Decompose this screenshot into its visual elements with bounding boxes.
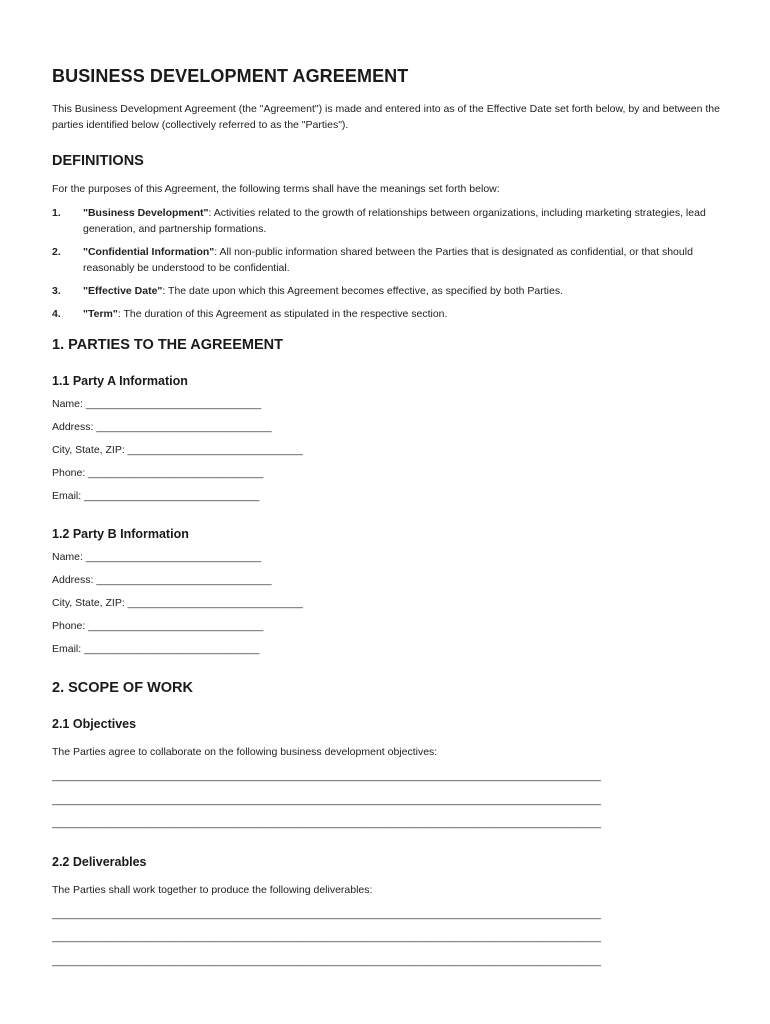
- definition-number: 1.: [52, 207, 61, 219]
- definition-text: : The date upon which this Agreement becomes effective, as specified by both Parties.: [162, 285, 564, 297]
- definition-term: "Confidential Information": [83, 246, 215, 258]
- party-b-email-field[interactable]: Email: ______________________________: [52, 643, 260, 655]
- party-a-fields: [52, 396, 770, 511]
- objectives-blank-line[interactable]: ______________________________________________________________________________________________: [52, 770, 601, 782]
- definition-term: "Term": [83, 308, 118, 320]
- definition-item: [52, 244, 722, 276]
- definition-text: : Activities related to the growth of relationships between organizations, including marketing strategies, lead generation, and partnership formations.: [83, 207, 706, 235]
- party-a-email-field[interactable]: Email: ______________________________: [52, 490, 260, 502]
- definition-item: [52, 306, 722, 322]
- definition-term: "Effective Date": [83, 285, 163, 297]
- deliverables-lines: [52, 906, 770, 977]
- intro-paragraph: This Business Development Agreement (the "Agreement") is made and entered into as of the Effective Date set forth below, by and between the parties identified below (collectively referred to as the "Parties").: [52, 103, 720, 131]
- definition-item: [52, 283, 722, 299]
- objectives-lines: [52, 768, 770, 839]
- parties-heading: 1. PARTIES TO THE AGREEMENT: [52, 337, 283, 353]
- deliverables-blank-line[interactable]: ______________________________________________________________________________________________: [52, 931, 601, 943]
- party-b-city-field[interactable]: City, State, ZIP: ______________________________: [52, 597, 303, 609]
- objectives-blank-line[interactable]: ______________________________________________________________________________________________: [52, 817, 601, 829]
- definition-number: 2.: [52, 246, 61, 258]
- definition-number: 3.: [52, 285, 61, 297]
- deliverables-heading: 2.2 Deliverables: [52, 854, 147, 869]
- party-a-address-field[interactable]: Address: ______________________________: [52, 421, 272, 433]
- party-b-fields: [52, 549, 770, 664]
- party-b-phone-field[interactable]: Phone: ______________________________: [52, 620, 264, 632]
- deliverables-blank-line[interactable]: ______________________________________________________________________________________________: [52, 907, 601, 920]
- definitions-lead: For the purposes of this Agreement, the following terms shall have the meanings set forth below:: [52, 183, 500, 195]
- definition-text: : All non-public information shared between the Parties that is designated as confidential, or that should reasonably be understood to be confidential.: [83, 246, 693, 274]
- party-b-address-field[interactable]: Address: ______________________________: [52, 574, 272, 586]
- definition-item: [52, 205, 722, 237]
- party-a-name-field[interactable]: Name: ______________________________: [52, 398, 262, 410]
- definition-text: : The duration of this Agreement as stipulated in the respective section.: [117, 308, 448, 320]
- deliverables-lead: The Parties shall work together to produce the following deliverables:: [52, 883, 373, 896]
- document-title: BUSINESS DEVELOPMENT AGREEMENT: [52, 66, 409, 86]
- party-b-name-field[interactable]: Name: ______________________________: [52, 551, 262, 563]
- objectives-blank-line[interactable]: ______________________________________________________________________________________________: [52, 793, 601, 806]
- definition-number: 4.: [52, 308, 61, 320]
- party-a-phone-field[interactable]: Phone: ______________________________: [52, 467, 264, 479]
- objectives-lead: The Parties agree to collaborate on the following business development objectives:: [52, 746, 438, 758]
- definitions-heading: DEFINITIONS: [52, 153, 144, 169]
- scope-heading: 2. SCOPE OF WORK: [52, 680, 193, 696]
- party-b-heading: 1.2 Party B Information: [52, 527, 189, 541]
- definition-term: "Business Development": [83, 207, 209, 219]
- definitions-list: [52, 205, 722, 322]
- objectives-heading: 2.1 Objectives: [52, 717, 137, 731]
- party-a-city-field[interactable]: City, State, ZIP: ______________________________: [52, 444, 303, 456]
- deliverables-blank-line[interactable]: ______________________________________________________________________________________________: [52, 954, 601, 967]
- party-a-heading: 1.1 Party A Information: [52, 374, 188, 388]
